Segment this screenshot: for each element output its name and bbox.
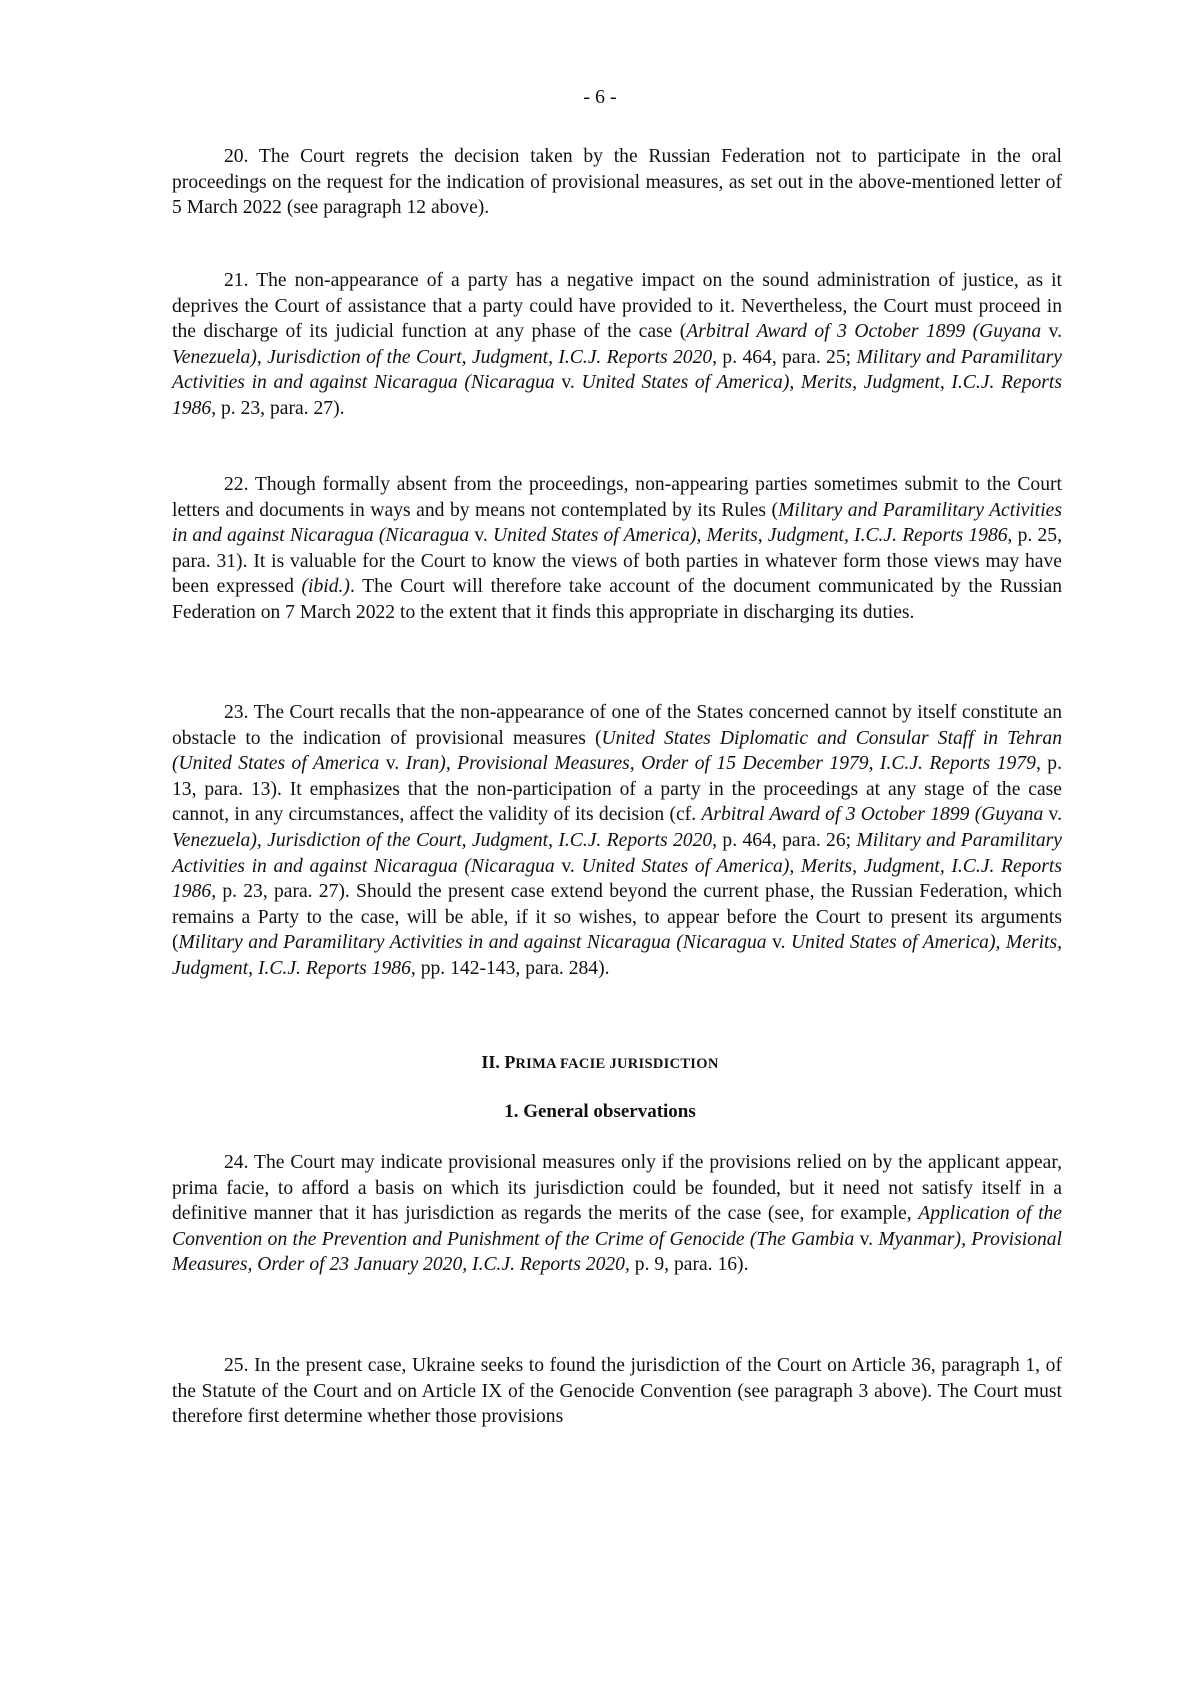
body-text: v.: [766, 932, 792, 954]
citation-text: Arbitral Award of 3 October 1899 (Guyana: [686, 321, 1042, 343]
body-text: v.: [1041, 321, 1063, 343]
citation-text: Military and Paramilitary Activities in and against Nicaragua (Nicaragua: [172, 829, 1062, 877]
citation-text: United States Diplomatic and Consular Staff in Tehran (United States of America: [172, 727, 1062, 775]
citation-text: Military and Paramilitary Activities in and against Nicaragua (Nicaragua: [172, 499, 1062, 547]
body-text: , pp. 142-143, para. 284).: [410, 957, 610, 979]
body-text: , p. 464, para. 26;: [712, 829, 857, 851]
body-text: v.: [554, 855, 582, 877]
citation-text: United States of America), Merits, Judgment, I.C.J. Reports 1986: [172, 932, 1062, 979]
body-text: , p. 23, para. 27).: [211, 397, 345, 419]
body-text: 20. The Court regrets the decision taken by the Russian Federation not to participate in the oral proceedings on the request for the indication of provisional measures, as set out in the above-mentioned letter of 5 March 2022 (see paragraph 12 above).: [172, 146, 1062, 219]
section-heading-rest: RIMA FACIE JURISDICTION: [515, 1056, 719, 1072]
body-text: v.: [379, 753, 406, 775]
citation-text: (ibid.): [301, 576, 350, 598]
citation-text: Application of the Convention on the Prevention and Punishment of the Crime of Genocide (The Gambia: [172, 1203, 1063, 1250]
body-text: 22. Though formally absent from the proceedings, non-appearing parties sometimes submit to the Court letters and documents in ways and by means not contemplated by its Rules (: [172, 474, 1062, 521]
body-text: 24. The Court may indicate provisional measures only if the provisions relied on by the applicant appear, prima facie, to afford a basis on which its jurisdiction could be founded, but it need not satisfy itself in a definitive manner that it has jurisdiction as regards the merits of the case (see, for example,: [172, 1152, 1062, 1225]
body-text: 23. The Court recalls that the non-appearance of one of the States concerned cannot by itself constitute an obstacle to the indication of provisional measures (: [172, 702, 1062, 749]
section-heading-numeral: II. P: [481, 1052, 516, 1072]
body-text: , p. 25, para. 31). It is valuable for the Court to know the views of both parties in whatever form those views may have been expressed: [172, 525, 1062, 598]
paragraph-20: [172, 144, 1062, 221]
paragraph-25: [172, 1353, 1062, 1430]
body-text: v.: [554, 372, 582, 394]
citation-text: United States of America), Merits, Judgment, I.C.J. Reports 1986: [172, 855, 1062, 903]
body-text: , p. 9, para. 16).: [624, 1254, 749, 1276]
body-text: v.: [854, 1228, 879, 1250]
citation-text: Iran), Provisional Measures, Order of 15 December 1979, I.C.J. Reports 1979: [405, 753, 1036, 775]
citation-text: United States of America), Merits, Judgment, I.C.J. Reports 1986: [493, 525, 1008, 547]
citation-text: United States of America), Merits, Judgment, I.C.J. Reports 1986: [172, 372, 1062, 419]
section-heading: [0, 1052, 1200, 1073]
body-text: , p. 23, para. 27). Should the present case extend beyond the current phase, the Russian Federation, which remains a Party to the case, will be able, if it so wishes, to appear before the Court to present its arguments (: [172, 881, 1062, 954]
citation-text: Arbitral Award of 3 October 1899 (Guyana: [701, 804, 1044, 826]
citation-text: Military and Paramilitary Activities in and against Nicaragua (Nicaragua: [172, 346, 1062, 394]
subsection-heading: 1. General observations: [504, 1101, 696, 1122]
citation-text: Venezuela), Jurisdiction of the Court, Judgment, I.C.J. Reports 2020: [172, 346, 713, 368]
body-text: , p. 13, para. 13). It emphasizes that the non-participation of a party in the proceedings at any stage of the case cannot, in any circumstances, affect the validity of its decision (cf.: [172, 753, 1062, 826]
body-text: 21. The non-appearance of a party has a negative impact on the sound administration of justice, as it deprives the Court of assistance that a party could have provided to it. Nevertheless, the Court must proceed in the discharge of its judicial function at any phase of the case (: [172, 270, 1062, 343]
body-text: v.: [1043, 804, 1062, 826]
body-text: . The Court will therefore take account of the document communicated by the Russian Federation on 7 March 2022 to the extent that it finds this appropriate in discharging its duties.: [172, 576, 1062, 623]
page-number: - 6 -: [583, 86, 617, 108]
paragraph-21: [172, 268, 1062, 422]
body-text: 25. In the present case, Ukraine seeks to found the jurisdiction of the Court on Article 36, paragraph 1, of the Statute of the Court and on Article IX of the Genocide Convention (see paragraph 3 above). The Court must therefore first determine whether those provisions: [172, 1355, 1062, 1428]
paragraph-22: [172, 472, 1062, 626]
paragraph-23: [172, 700, 1062, 982]
citation-text: Venezuela), Jurisdiction of the Court, Judgment, I.C.J. Reports 2020: [172, 829, 713, 851]
body-text: , p. 464, para. 25;: [712, 346, 857, 368]
citation-text: Myanmar), Provisional Measures, Order of 23 January 2020, I.C.J. Reports 2020: [172, 1228, 1062, 1276]
citation-text: Military and Paramilitary Activities in and against Nicaragua (Nicaragua: [178, 932, 767, 954]
paragraph-24: [172, 1150, 1062, 1278]
body-text: v.: [469, 525, 494, 547]
